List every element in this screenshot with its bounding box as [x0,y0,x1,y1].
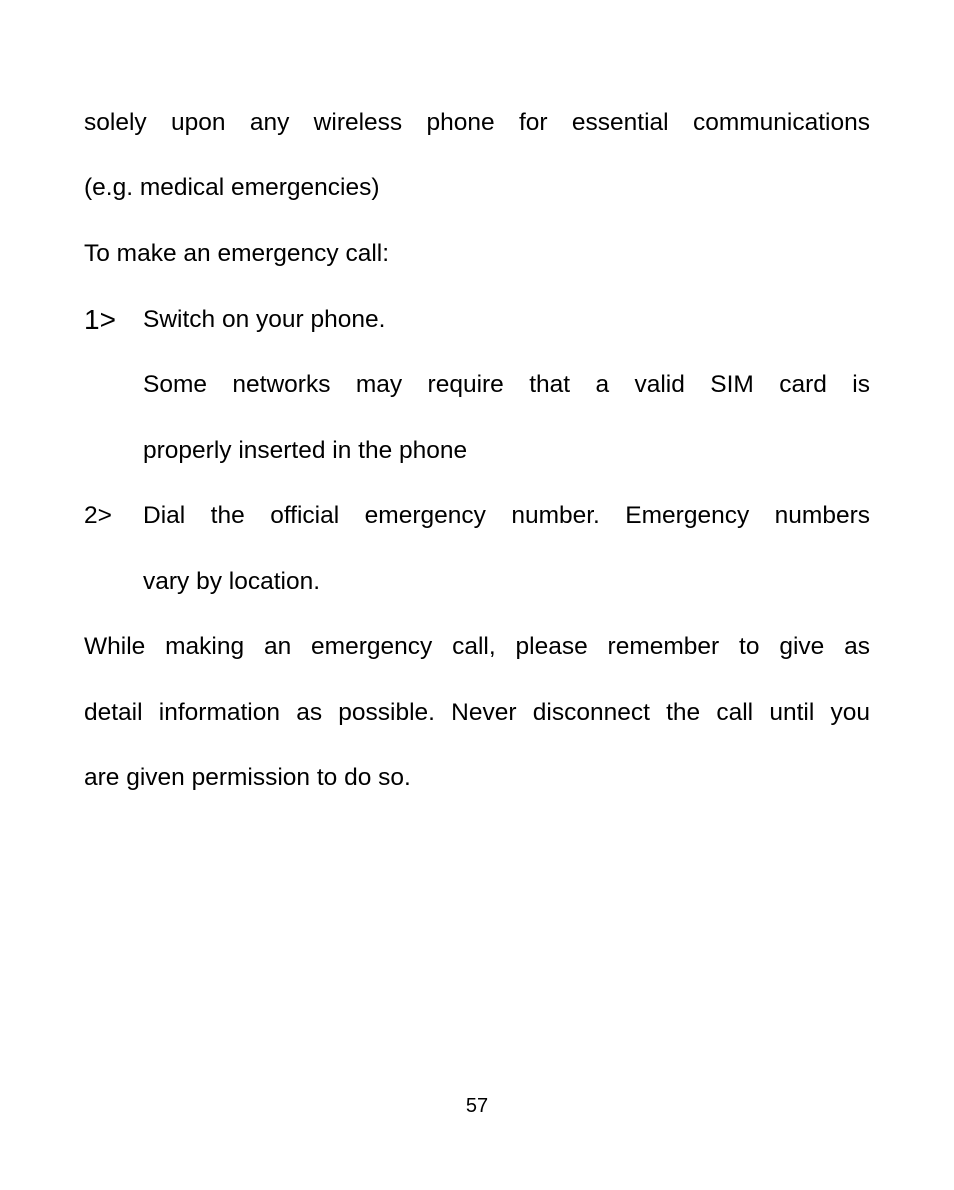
step-1-text-line-2: Some networks may require that a valid SIM card is [143,371,870,398]
intro-text-line-2: (e.g. medical emergencies) [84,174,380,201]
step-2-text-line-1: Dial the official emergency number. Emergency numbers [143,502,870,529]
page-number: 57 [465,1095,489,1117]
closing-text-line-2: detail information as possible. Never disconnect the call until you [84,699,870,726]
step-1-text-line-1: Switch on your phone. [143,306,386,333]
closing-text-line-1: While making an emergency call, please remember to give as [84,633,870,660]
intro-text-line-1: solely upon any wireless phone for essential communications [84,109,870,136]
step-1-text-line-3: properly inserted in the phone [143,437,468,464]
closing-text-line-3: are given permission to do so. [84,764,411,791]
step-2-text-line-2: vary by location. [143,568,321,595]
instruction-heading: To make an emergency call: [84,240,390,267]
step-1-marker: 1> [84,304,116,335]
step-2-marker: 2> [84,502,112,529]
